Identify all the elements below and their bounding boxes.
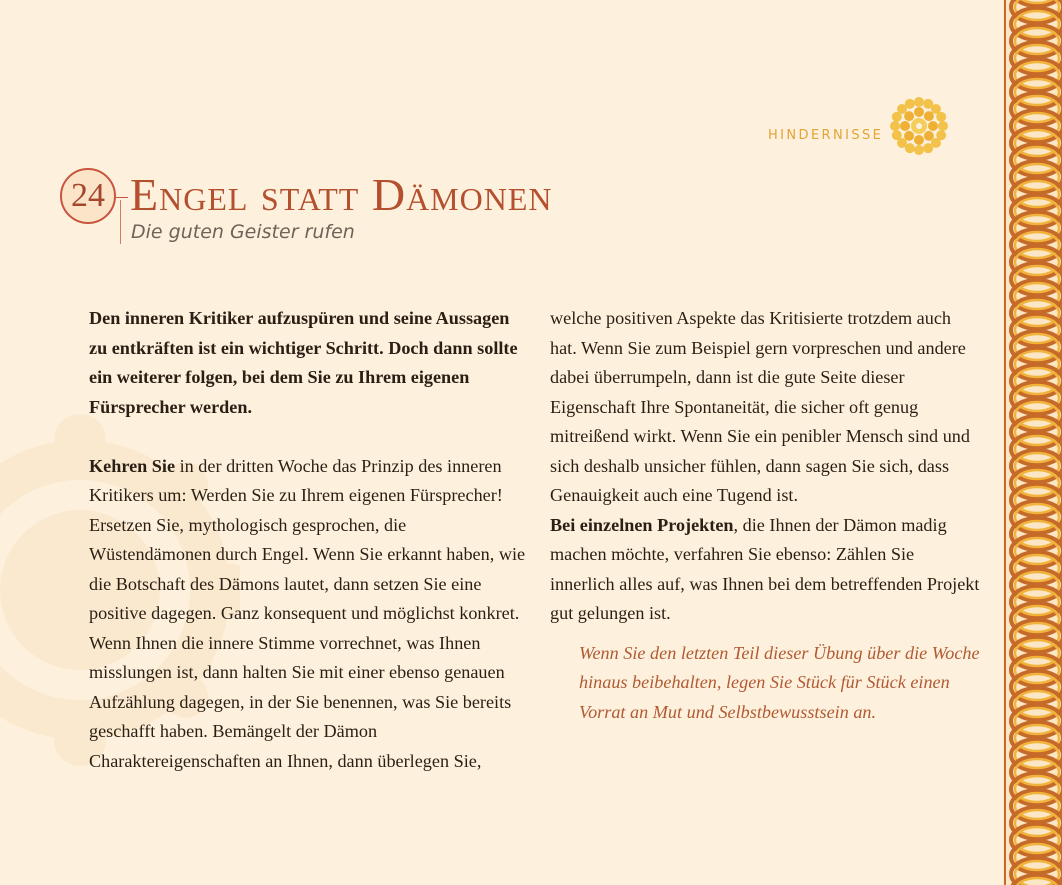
chapter-number: 24: [60, 168, 116, 224]
tip-text: Wenn Sie den letzten Teil dieser Übung über die Woche hinaus beibehalten, legen Sie Stück für Stück einen Vorrat an Mut und Selbstbewusstsein an.: [579, 642, 980, 722]
body-column-left: [89, 304, 529, 776]
page-subtitle: Die guten Geister rufen: [131, 221, 355, 243]
paragraph-one: [89, 452, 529, 777]
paragraph-one-lead: Kehren Sie: [89, 455, 176, 476]
paragraph-one-text: in der dritten Woche das Prinzip des inneren Kritikers um: Werden Sie zu Ihrem eigenen Fürsprecher! Ersetzen Sie, mythologisch gesprochen, die Wüstendämonen durch Engel. Wenn Sie erkannt haben, wie die Botschaft des Dämons lautet, dann setzen Sie eine positive dagegen. Ganz konsequent und möglichst konkret. Wenn Ihnen die innere Stimme vorrechnet, was Ihnen misslungen ist, dann halten Sie mit einer ebenso genauen Aufzählung dagegen, in der Sie benennen, was Sie bereits geschafft haben. Bemängelt der Dämon Charaktereigenschaften an Ihnen, dann überlegen Sie,: [89, 455, 526, 771]
paragraph-one-continued: welche positiven Aspekte das Kritisierte trotzdem auch hat. Wenn Sie zum Beispiel gern vorpreschen und andere dabei überrumpeln, dann ist die gute Seite dieser Eigenschaft Ihre Spontaneität, die sicher oft genug mitreißend wirkt. Wenn Sie ein penibler Mensch sind und sich deshalb unsicher fühlen, dann sagen Sie sich, dass Genauigkeit auch eine Tugend ist.: [550, 308, 970, 505]
decorative-chain-border: [1003, 0, 1062, 885]
paragraph-two-text: , die Ihnen der Dämon madig machen möchte, verfahren Sie ebenso: Zählen Sie innerlich alles auf, was Ihnen bei dem betreffenden Projekt gut gelungen ist.: [550, 514, 980, 623]
mandala-icon: [888, 95, 950, 157]
page-title: Engel statt Dämonen: [130, 169, 553, 220]
intro-paragraph: Den inneren Kritiker aufzuspüren und seine Aussagen zu entkräften ist ein wichtiger Schritt. Doch dann sollte ein weiterer folgen, bei dem Sie zu Ihrem eigenen Fürsprecher werden.: [89, 308, 518, 417]
subtitle-rule: [120, 200, 121, 244]
paragraph-gap: [89, 422, 529, 452]
section-label: HINDERNISSE: [768, 128, 884, 143]
paragraph-two: [550, 511, 980, 629]
title-rule: [116, 197, 128, 198]
paragraph-two-lead: Bei einzelnen Projekten: [550, 514, 734, 535]
body-column-right: [550, 304, 980, 727]
